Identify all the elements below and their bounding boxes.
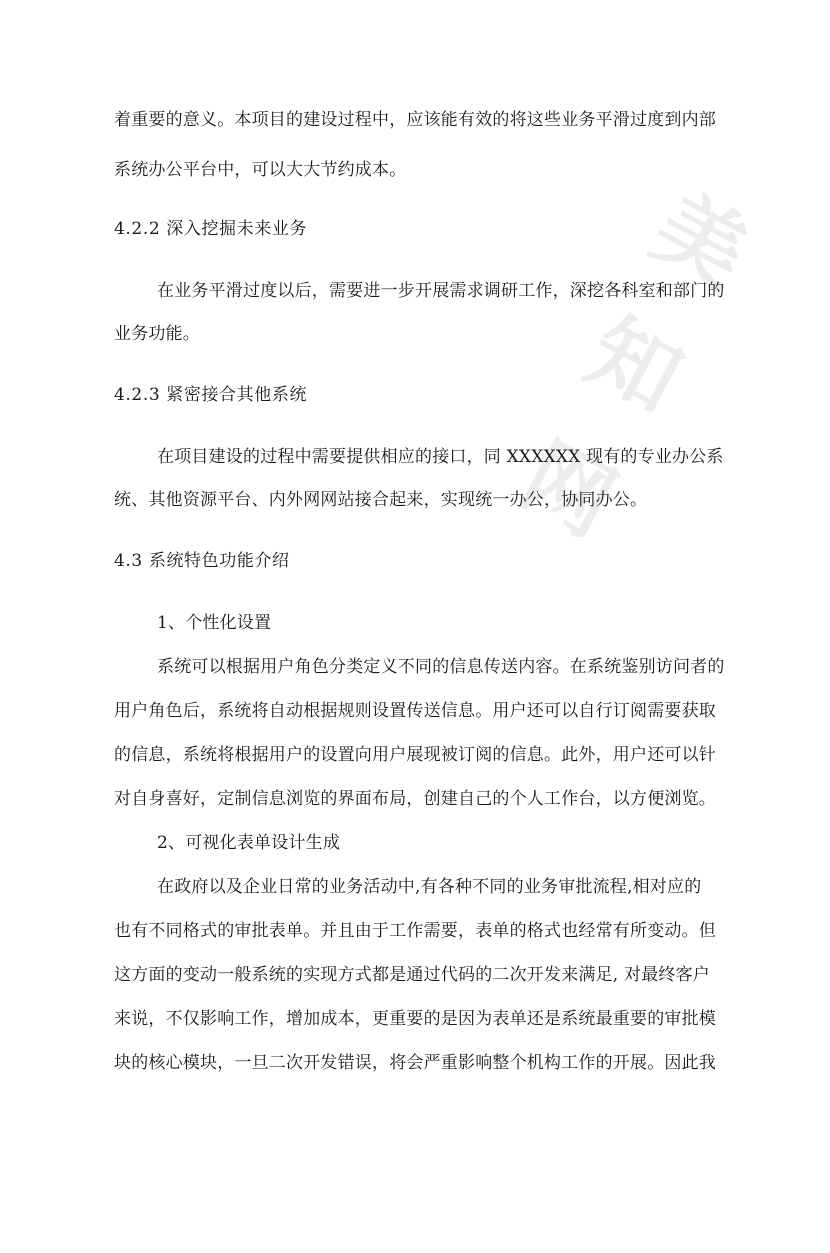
paragraph-line: 在业务平滑过度以后，需要进一步开展需求调研工作，深挖各科室和部门的 <box>157 281 725 301</box>
paragraph-line: 在政府以及企业日常的业务活动中,有各种不同的业务审批流程,相对应的 <box>157 877 702 897</box>
paragraph-line: 这方面的变动一般系统的实现方式都是通过代码的二次开发来满足, 对最终客户 <box>114 965 711 985</box>
watermark-bottom <box>429 1007 750 1253</box>
paragraph-line: 来说，不仅影响工作，增加成本，更重要的是因为表单还是系统最重要的审批模 <box>114 1009 716 1029</box>
watermark-char: 美 <box>638 174 765 307</box>
section-heading-4-3: 4.3 系统特色功能介绍 <box>114 551 290 571</box>
paragraph-line: 块的核心模块，一旦二次开发错误，将会严重影响整个机构工作的开展。因此我 <box>114 1053 716 1073</box>
paragraph-line: 统、其他资源平台、内外网网站接合起来，实现统一办公，协同办公。 <box>114 490 648 510</box>
paragraph-line: 的信息，系统将根据用户的设置向用户展现被订阅的信息。此外，用户还可以针 <box>114 745 716 765</box>
watermark-char: 网 <box>505 423 632 556</box>
paragraph-line: 也有不同格式的审批表单。并且由于工作需要，表单的格式也经常有所变动。但 <box>114 921 716 941</box>
paragraph-line: 系统办公平台中，可以大大节约成本。 <box>114 160 407 180</box>
paragraph-line: 在项目建设的过程中需要提供相应的接口，同 XXXXXX 现有的专业办公系 <box>157 447 724 467</box>
watermark-char: 知 <box>571 298 699 432</box>
paragraph-line: 系统可以根据用户角色分类定义不同的信息传送内容。在系统鉴别访问者的 <box>157 657 725 677</box>
paragraph-line: 着重要的意义。本项目的建设过程中，应该能有效的将这些业务平滑过度到内部 <box>114 110 716 130</box>
section-heading-4-2-2: 4.2.2 深入挖掘未来业务 <box>114 219 308 239</box>
paragraph-line: 业务功能。 <box>114 324 200 344</box>
paragraph-line: 用户角色后，系统将自动根据规则设置传送信息。用户还可以自行订阅需要获取 <box>114 701 716 721</box>
section-heading-4-2-3: 4.2.3 紧密接合其他系统 <box>114 385 308 405</box>
paragraph-line: 对自身喜好，定制信息浏览的界面布局，创建自己的个人工作台，以方便浏览。 <box>114 789 716 809</box>
subsection-heading-personalization: 1、个性化设置 <box>157 613 272 633</box>
subsection-heading-visual-form: 2、可视化表单设计生成 <box>157 833 341 853</box>
